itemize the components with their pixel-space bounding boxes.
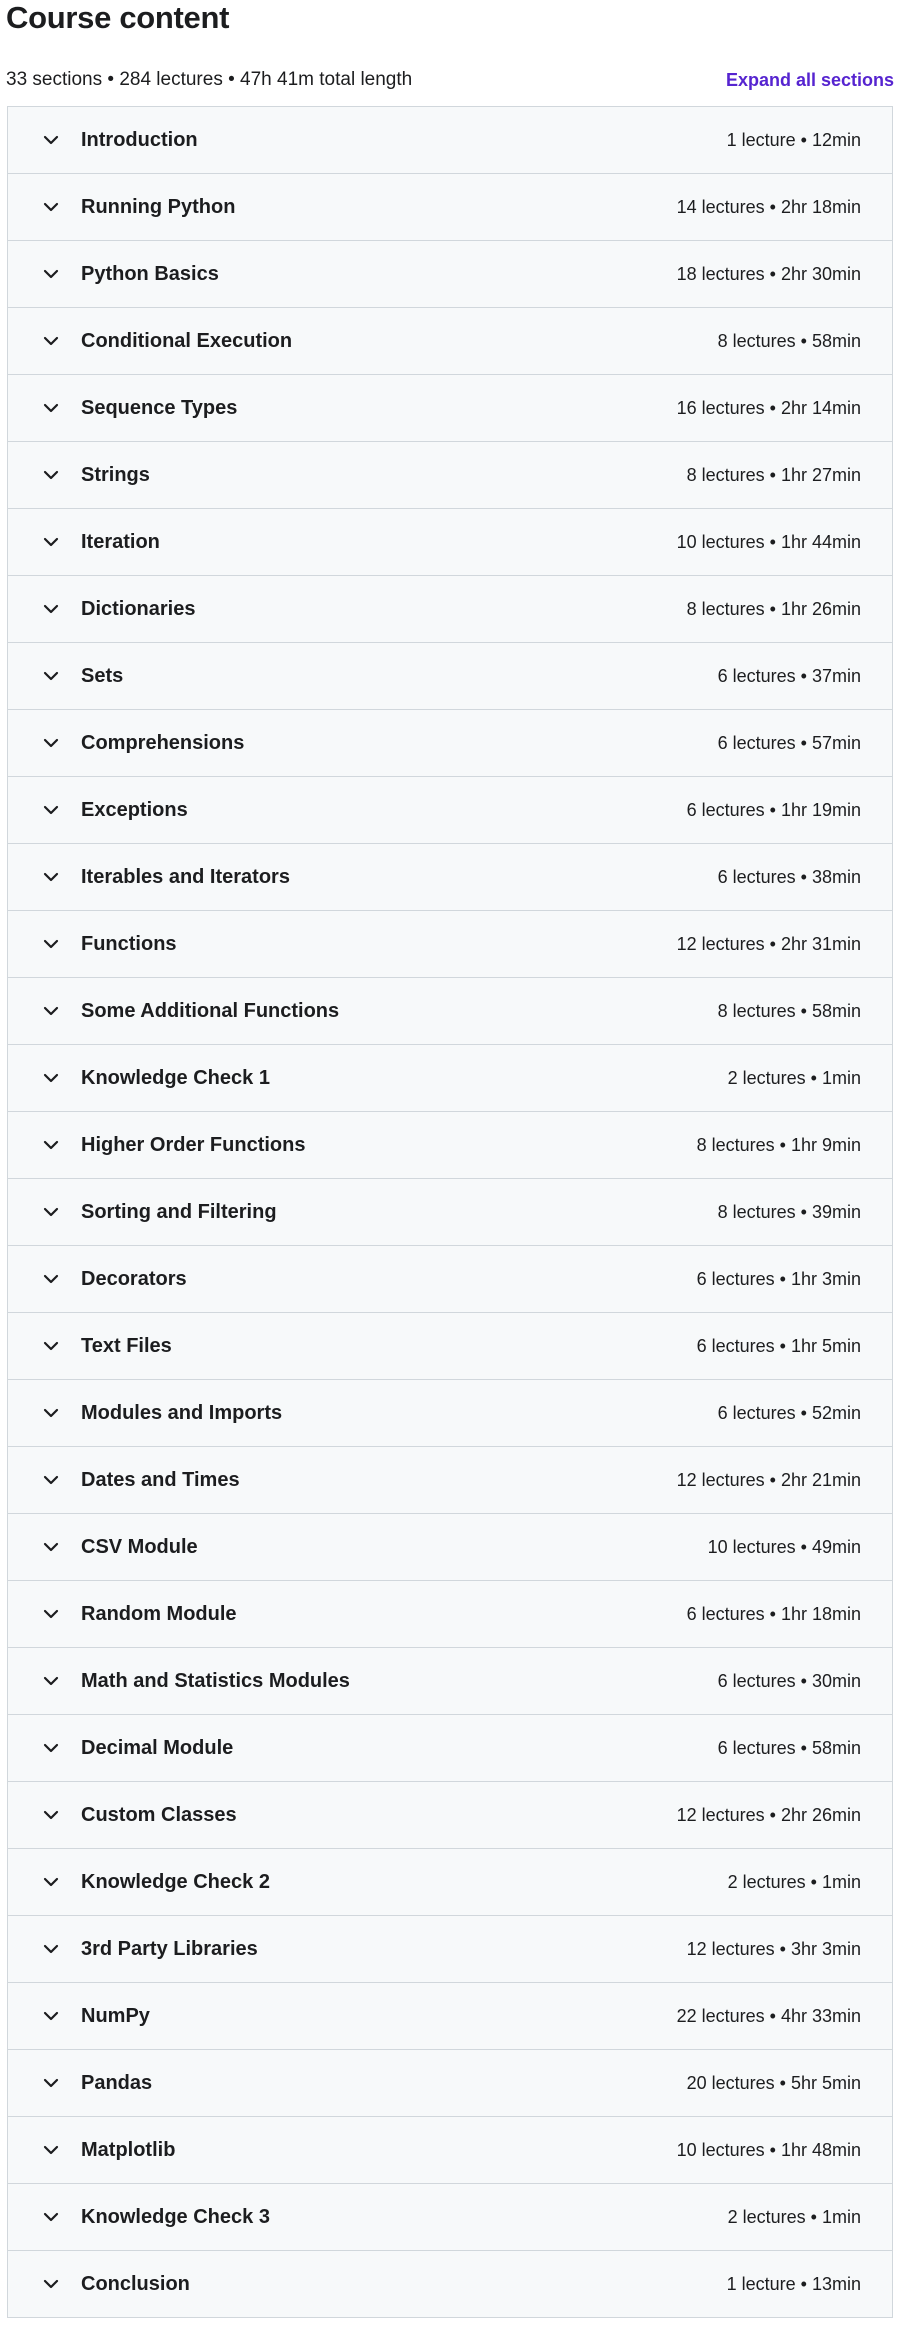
section-lecture-count: 12 lectures • 2hr 31min [676,933,861,954]
chevron-down-icon [41,1872,61,1892]
section-title: CSV Module [81,1535,198,1558]
section-panel-toggle[interactable] [8,2251,892,2318]
chevron-down-icon [41,1805,61,1825]
expand-all-sections-button[interactable]: Expand all sections [725,69,894,90]
section-title: Strings [81,463,150,486]
section-lecture-count: 8 lectures • 58min [717,1000,861,1021]
section-panel-toggle[interactable] [8,1179,892,1246]
chevron-down-icon [41,2006,61,2026]
section-title: Custom Classes [81,1803,237,1826]
section-title: Decorators [81,1267,187,1290]
section-lecture-count: 6 lectures • 58min [717,1737,861,1758]
chevron-down-icon [41,1671,61,1691]
section-panel-toggle[interactable] [8,1648,892,1715]
section-title: Dictionaries [81,597,196,620]
chevron-down-icon [41,331,61,351]
section-lecture-count: 2 lectures • 1min [727,1871,861,1892]
chevron-down-icon [41,1336,61,1356]
chevron-down-icon [41,2274,61,2294]
section-panel-toggle[interactable] [8,1916,892,1983]
section-lecture-count: 6 lectures • 30min [717,1670,861,1691]
section-panel-toggle[interactable] [8,576,892,643]
section-title: NumPy [81,2004,150,2027]
section-title: Python Basics [81,262,219,285]
section-title: Introduction [81,128,198,151]
section-title: Random Module [81,1602,237,1625]
section-title: Exceptions [81,798,188,821]
section-lecture-count: 22 lectures • 4hr 33min [676,2005,861,2026]
chevron-down-icon [41,264,61,284]
section-panel-toggle[interactable] [8,1514,892,1581]
section-title: Iterables and Iterators [81,865,290,888]
section-panel-toggle[interactable] [8,2117,892,2184]
section-title: Sequence Types [81,396,238,419]
section-panel-toggle[interactable] [8,1782,892,1849]
section-title: Pandas [81,2071,153,2094]
section-panel-toggle[interactable] [8,1380,892,1447]
section-panel-toggle[interactable] [8,1581,892,1648]
section-lecture-count: 8 lectures • 58min [717,330,861,351]
section-title: Conclusion [81,2272,190,2295]
section-lecture-count: 16 lectures • 2hr 14min [676,397,861,418]
section-lecture-count: 12 lectures • 2hr 26min [676,1804,861,1825]
section-panel-toggle[interactable] [8,241,892,308]
section-lecture-count: 18 lectures • 2hr 30min [676,263,861,284]
chevron-down-icon [41,733,61,753]
section-lecture-count: 2 lectures • 1min [727,2206,861,2227]
chevron-down-icon [41,2073,61,2093]
section-lecture-count: 14 lectures • 2hr 18min [676,196,861,217]
section-panel-toggle[interactable] [8,2050,892,2117]
section-panel-toggle[interactable] [8,2184,892,2251]
section-lecture-count: 10 lectures • 1hr 44min [676,531,861,552]
section-title: Dates and Times [81,1468,240,1491]
page-title: Course content [6,0,230,35]
chevron-down-icon [41,1470,61,1490]
section-lecture-count: 2 lectures • 1min [727,1067,861,1088]
section-title: Modules and Imports [81,1401,283,1424]
chevron-down-icon [41,800,61,820]
section-lecture-count: 6 lectures • 38min [717,866,861,887]
section-lecture-count: 8 lectures • 1hr 26min [686,598,861,619]
section-lecture-count: 8 lectures • 1hr 27min [686,464,861,485]
chevron-down-icon [41,934,61,954]
chevron-down-icon [41,1403,61,1423]
section-panel-toggle[interactable] [8,710,892,777]
section-panel-toggle[interactable] [8,844,892,911]
chevron-down-icon [41,666,61,686]
section-lecture-count: 10 lectures • 49min [707,1536,861,1557]
section-title: Sets [81,664,124,687]
chevron-down-icon [41,130,61,150]
section-lecture-count: 1 lecture • 12min [726,129,861,150]
section-panel-toggle[interactable] [8,509,892,576]
chevron-down-icon [41,1001,61,1021]
section-lecture-count: 8 lectures • 39min [717,1201,861,1222]
section-panel-toggle[interactable] [8,1447,892,1514]
section-lecture-count: 12 lectures • 2hr 21min [676,1469,861,1490]
section-title: Math and Statistics Modules [81,1669,350,1692]
section-title: Functions [81,932,177,955]
section-lecture-count: 6 lectures • 57min [717,732,861,753]
section-lecture-count: 6 lectures • 1hr 19min [686,799,861,820]
chevron-down-icon [41,599,61,619]
chevron-down-icon [41,398,61,418]
section-title: Knowledge Check 2 [81,1870,270,1893]
chevron-down-icon [41,532,61,552]
section-lecture-count: 20 lectures • 5hr 5min [686,2072,861,2093]
section-panel-toggle[interactable] [8,1313,892,1380]
section-lecture-count: 6 lectures • 1hr 5min [696,1335,861,1356]
section-panel-toggle[interactable] [8,1112,892,1179]
section-panel-toggle[interactable] [8,174,892,241]
section-panel-toggle[interactable] [8,308,892,375]
section-title: Decimal Module [81,1736,234,1759]
section-panel-toggle[interactable] [8,107,892,174]
section-lecture-count: 12 lectures • 3hr 3min [686,1938,861,1959]
course-summary-bar [6,66,894,94]
section-title: Comprehensions [81,731,245,754]
chevron-down-icon [41,2140,61,2160]
section-title: Matplotlib [81,2138,176,2161]
section-lecture-count: 1 lecture • 13min [726,2273,861,2294]
section-panel-toggle[interactable] [8,1045,892,1112]
section-panel-toggle[interactable] [8,978,892,1045]
section-title: Sorting and Filtering [81,1200,277,1223]
section-title: Text Files [81,1334,172,1357]
chevron-down-icon [41,1939,61,1959]
section-lecture-count: 6 lectures • 52min [717,1402,861,1423]
chevron-down-icon [41,867,61,887]
section-title: 3rd Party Libraries [81,1937,258,1960]
section-title: Higher Order Functions [81,1133,306,1156]
section-lecture-count: 8 lectures • 1hr 9min [696,1134,861,1155]
section-panel-toggle[interactable] [8,643,892,710]
section-title: Running Python [81,195,236,218]
section-panel-toggle[interactable] [8,1715,892,1782]
course-summary: 33 sections • 284 lectures • 47h 41m total length [6,69,413,90]
section-title: Knowledge Check 1 [81,1066,270,1089]
chevron-down-icon [41,1269,61,1289]
chevron-down-icon [41,2207,61,2227]
section-panel-toggle[interactable] [8,1983,892,2050]
section-lecture-count: 10 lectures • 1hr 48min [676,2139,861,2160]
section-title: Some Additional Functions [81,999,340,1022]
chevron-down-icon [41,1135,61,1155]
section-panel-toggle[interactable] [8,375,892,442]
chevron-down-icon [41,1604,61,1624]
section-title: Iteration [81,530,160,553]
chevron-down-icon [41,465,61,485]
section-panel-toggle[interactable] [8,777,892,844]
course-sections-list [7,106,893,2318]
chevron-down-icon [41,1738,61,1758]
chevron-down-icon [41,1068,61,1088]
section-panel-toggle[interactable] [8,1246,892,1313]
section-lecture-count: 6 lectures • 1hr 18min [686,1603,861,1624]
section-title: Conditional Execution [81,329,293,352]
section-panel-toggle[interactable] [8,442,892,509]
chevron-down-icon [41,1537,61,1557]
section-lecture-count: 6 lectures • 37min [717,665,861,686]
chevron-down-icon [41,1202,61,1222]
section-panel-toggle[interactable] [8,1849,892,1916]
section-lecture-count: 6 lectures • 1hr 3min [696,1268,861,1289]
section-panel-toggle[interactable] [8,911,892,978]
chevron-down-icon [41,197,61,217]
section-title: Knowledge Check 3 [81,2205,270,2228]
